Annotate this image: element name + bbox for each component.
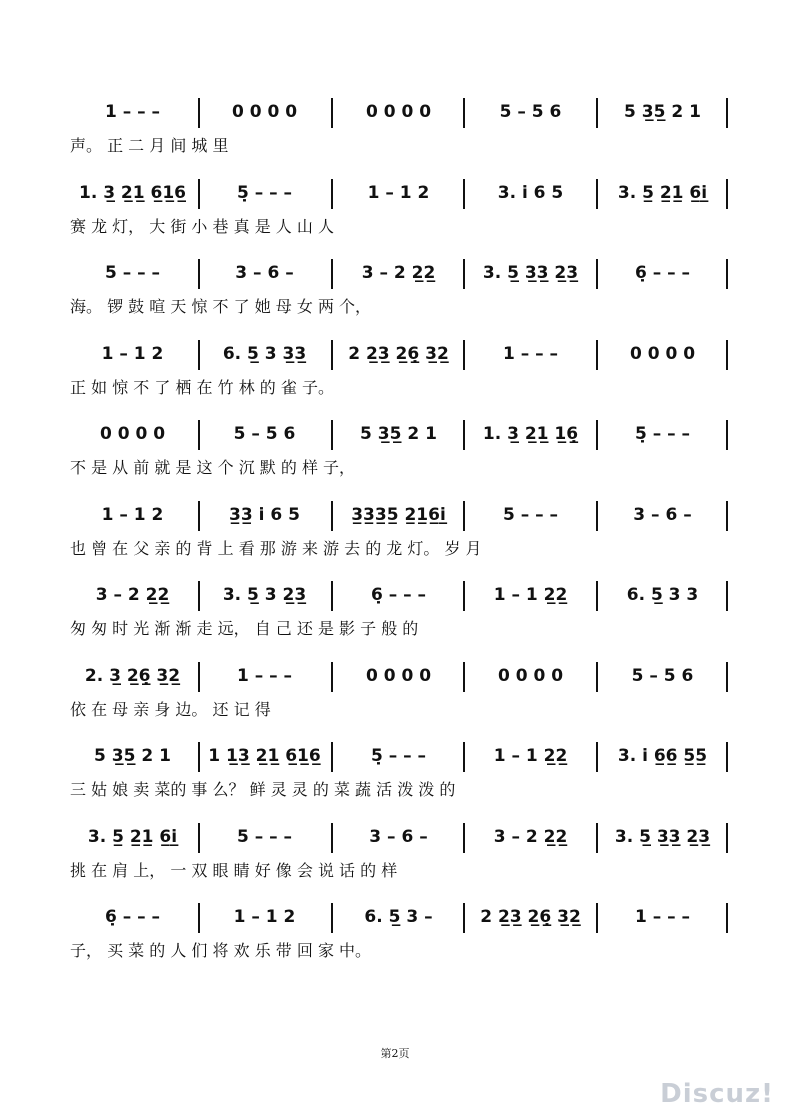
page-number: 第2页 [380,1047,410,1060]
bar-line [331,420,333,450]
bar-line [596,259,598,289]
bar-line [331,98,333,128]
bar-line [726,420,728,450]
lyric-line: 海。 锣 鼓 喧 天 惊 不 了 她 母 女 两 个， [70,297,372,316]
measure: 5̣ – – – [634,424,691,444]
measure: 3. 5̲ 2̲1̲ 6̲i̲̇ [87,826,178,847]
measure: 0 0 0 0 [497,665,564,686]
bar-line [596,179,598,209]
measure: 3. 5̲ 3̲3̲ 2̲3̲ [614,826,711,847]
bar-line [331,823,333,853]
measure: 3. 5̲ 2̲1̲ 6̲i̲̇ [617,182,708,203]
bar-line [198,98,200,128]
bar-line [463,98,465,128]
bar-line [198,340,200,370]
lyric-line: 声。 正 二 月 间 城 里 [70,136,229,155]
measure: 5 3̲5̲ 2 1 [360,424,437,444]
measure: 1. 3̲ 2̲1̲ 1̲6̣̲ [482,424,579,444]
bar-line [726,742,728,772]
bar-line [331,259,333,289]
bar-line [463,823,465,853]
bar-line [198,581,200,611]
measure: 1 – – – [502,343,559,364]
bar-line [726,823,728,853]
lyric-line: 不 是 从 前 就 是 这 个 沉 默 的 样 子， [70,458,356,477]
bar-line [198,259,200,289]
bar-line [198,903,200,933]
measure: 3. i̇ 6 5 [497,182,564,203]
measure: 2. 3̲ 2̲6̣̲ 3̲2̲ [84,665,181,686]
bar-line [726,903,728,933]
bar-line [726,581,728,611]
measure: 3 – 2 2̲2̲ [361,263,436,283]
measure: 3. i̇ 6̲6̲ 5̲5̲ [617,746,708,766]
measure: 6̣ – – – [634,263,691,283]
measure: 3 – 2 2̲2̲ [95,585,170,605]
measure: 5̣ – – – [236,182,293,203]
measure: 5 3̲5̲ 2 1 [94,746,171,766]
bar-line [596,420,598,450]
lyric-line: 挑 在 肩 上， 一 双 眼 睛 好 像 会 说 话 的 样 [70,860,398,880]
bar-line [726,259,728,289]
measure: 3 – 6 – [369,826,428,847]
bar-line [331,501,333,531]
bar-line [596,340,598,370]
bar-line [596,98,598,128]
bar-line [198,823,200,853]
measure: 3. 5̲ 3̲3̲ 2̲3̲ [482,263,579,283]
bar-line [596,903,598,933]
measure: 0 0 0 0 [365,665,432,686]
lyric-line: 三 姑 娘 卖 菜的 事 么？ 鲜 灵 灵 的 菜 蔬 活 泼 泼 的 [70,780,456,799]
measure: 1 – – – [236,665,293,686]
measure: 1. 3̲ 2̲1̲ 6̲1̲6̲ [78,182,186,203]
lyric-line: 也 曾 在 父 亲 的 背 上 看 那 游 来 游 去 的 龙 灯。 岁 月 [70,538,482,558]
measure: 5 – 5 6 [631,665,694,686]
bar-line [331,581,333,611]
measure: 1 – – – [104,102,161,122]
measure: 1 1̲3̲ 2̲1̲ 6̲1̲6̲ [208,746,321,766]
lyric-line: 正 如 惊 不 了 栖 在 竹 林 的 雀 子。 [70,377,334,397]
bar-line [726,179,728,209]
bar-line [463,742,465,772]
measure: 6. 5̲ 3 3̲3̲ [222,343,307,364]
measure: 3. 5̲ 3 2̲3̲ [222,585,307,605]
bar-line [198,501,200,531]
bar-line [331,742,333,772]
measure: 0 0 0 0 [231,102,298,122]
measure: 0 0 0 0 [99,424,166,444]
measure: 1 – 1 2 [367,182,430,203]
lyric-line: 匆 匆 时 光 渐 渐 走 远， 自 己 还 是 影 子 般 的 [70,619,419,638]
measure: 5 3̲5̲ 2 1 [624,102,701,122]
measure: 5 – 5 6 [233,424,296,444]
bar-line [726,501,728,531]
measure: 6̣ – – – [104,907,161,927]
bar-line [463,662,465,692]
measure: 5 – – – [236,826,293,847]
bar-line [198,742,200,772]
measure: 2 2̲3̲ 2̲6̣̲ 3̲2̲ [480,907,581,927]
measure: 3 – 6 – [633,504,692,525]
measure: 5̣ – – – [370,746,427,766]
measure: 1 – 1 2 [101,343,164,364]
bar-line [463,420,465,450]
measure: 1 – 1 2 [233,907,296,927]
measure: 3̲3̲ i̇ 6 5 [229,504,300,525]
bar-line [331,179,333,209]
bar-line [331,340,333,370]
lyric-line: 依 在 母 亲 身 边。 还 记 得 [70,699,271,719]
watermark-logo: Discuz! [660,1079,774,1109]
bar-line [726,98,728,128]
measure: 0 0 0 0 [629,343,696,364]
bar-line [198,662,200,692]
bar-line [198,420,200,450]
bar-line [463,581,465,611]
measure: 1 – 1 2̲2̲ [493,746,568,766]
measure: 2 2̲3̲ 2̲6̣̲ 3̲2̲ [348,343,449,364]
bar-line [596,823,598,853]
lyric-line: 赛 龙 灯， 大 街 小 巷 真 是 人 山 人 [70,216,334,236]
bar-line [463,501,465,531]
measure: 1 – 1 2̲2̲ [493,585,568,605]
bar-line [331,662,333,692]
measure: 5 – – – [502,504,559,525]
measure: 6̣ – – – [370,585,427,605]
bar-line [463,340,465,370]
measure: 3 – 6 – [235,263,294,283]
bar-line [463,179,465,209]
measure: 5 – – – [104,263,161,283]
measure: 1 – – – [634,907,691,927]
bar-line [596,662,598,692]
measure: 6. 5̲ 3 – [364,907,433,927]
measure: 0 0 0 0 [365,102,432,122]
measure: 1 – 1 2 [101,504,164,525]
bar-line [726,662,728,692]
bar-line [463,903,465,933]
bar-line [331,903,333,933]
measure: 3̲3̲3̲5̲ 2̲1̲6̲i̲̇ [351,504,446,525]
measure: 5 – 5 6 [499,102,562,122]
lyric-line: 子， 买 菜 的 人 们 将 欢 乐 带 回 家 中。 [70,941,372,960]
bar-line [463,259,465,289]
bar-line [596,581,598,611]
bar-line [726,340,728,370]
bar-line [596,742,598,772]
bar-line [596,501,598,531]
bar-line [198,179,200,209]
measure: 3 – 2 2̲2̲ [493,826,568,847]
measure: 6. 5̲ 3 3 [626,585,699,605]
